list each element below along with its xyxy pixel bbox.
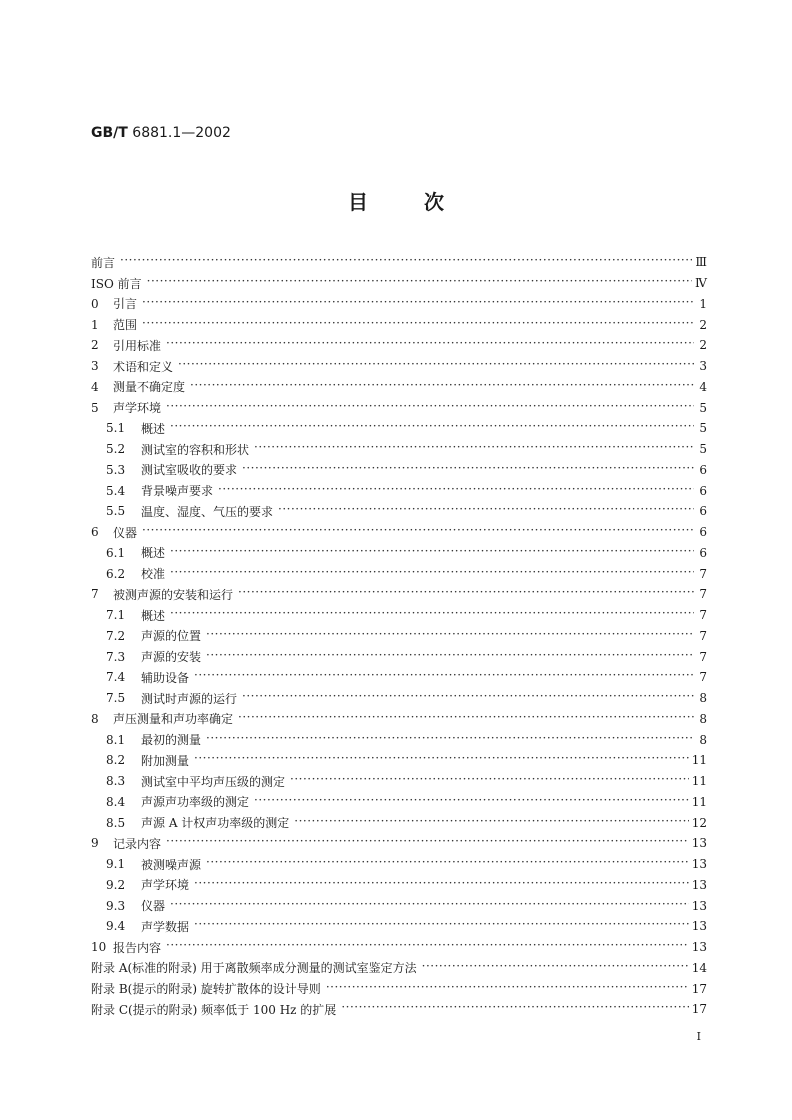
toc-entry-page: 11 (691, 774, 707, 789)
toc-leader-dots (120, 256, 692, 268)
toc-entry[interactable] (91, 646, 707, 667)
toc-entry[interactable] (91, 999, 707, 1020)
toc-entry-label: 声学环境 (141, 878, 190, 893)
toc-leader-dots (294, 817, 688, 829)
toc-entry-page: 7 (699, 649, 707, 664)
toc-entry[interactable] (91, 314, 707, 335)
toc-entry-page: 6 (699, 545, 707, 560)
toc-entry-page: 11 (691, 753, 707, 768)
toc-leader-dots (147, 277, 692, 289)
toc-entry-label: 附录 A(标准的附录) 用于离散频率成分测量的测试室鉴定方法 (91, 961, 417, 976)
toc-entry[interactable] (91, 667, 707, 688)
toc-entry-page: 7 (699, 670, 707, 685)
toc-entry-label: 声学环境 (113, 401, 162, 416)
toc-entry[interactable] (91, 480, 707, 501)
toc-entry-number: 9.3 (106, 898, 126, 913)
toc-leader-dots (341, 1003, 688, 1015)
toc-entry-label: 范围 (113, 318, 138, 333)
page-title (0, 186, 792, 215)
toc-entry-number: 7.3 (106, 649, 126, 664)
toc-leader-dots (206, 858, 689, 870)
toc-entry-label: 附录 C(提示的附录) 频率低于 100 Hz 的扩展 (91, 1002, 337, 1017)
toc-leader-dots (278, 505, 694, 517)
toc-entry-number: 7.2 (106, 628, 126, 643)
toc-entry-label: 概述 (141, 421, 166, 436)
toc-entry-number: 5 (91, 400, 99, 415)
toc-entry-label: 测试时声源的运行 (141, 691, 238, 706)
toc-entry-label: 引用标准 (113, 338, 162, 353)
toc-leader-dots (238, 588, 694, 600)
toc-leader-dots (218, 485, 694, 497)
toc-entry[interactable] (91, 812, 707, 833)
standard-code-prefix: GB/T (91, 125, 128, 141)
toc-entry[interactable] (91, 709, 707, 730)
toc-entry-page: 7 (699, 608, 707, 623)
toc-entry[interactable] (91, 460, 707, 481)
toc-entry[interactable] (91, 854, 707, 875)
toc-entry-page: 8 (699, 732, 707, 747)
toc-leader-dots (194, 671, 694, 683)
toc-entry-page: 12 (691, 815, 707, 830)
toc-leader-dots (142, 319, 694, 331)
toc-entry-number: 6.1 (106, 545, 126, 560)
toc-entry-number: 4 (91, 379, 99, 394)
toc-leader-dots (422, 962, 689, 974)
toc-entry-label: 附加测量 (141, 753, 190, 768)
toc-entry-number: 6.2 (106, 566, 126, 581)
toc-entry-page: 13 (691, 857, 707, 872)
toc-entry-number: 8.4 (106, 794, 126, 809)
toc-entry[interactable] (91, 522, 707, 543)
title-char-1: 目 (348, 190, 368, 214)
toc-entry-number: 8.2 (106, 753, 126, 768)
toc-entry-page: 8 (699, 711, 707, 726)
toc-entry-page: 6 (699, 483, 707, 498)
toc-entry[interactable] (91, 688, 707, 709)
toc-entry-number: 7.4 (106, 670, 126, 685)
toc-entry[interactable] (91, 397, 707, 418)
toc-entry-number: 5.5 (106, 504, 126, 519)
standard-code-number: 6881.1—2002 (132, 125, 231, 141)
toc-entry-page: 5 (699, 400, 707, 415)
toc-leader-dots (254, 443, 694, 455)
toc-entry-page: 13 (691, 877, 707, 892)
toc-entry[interactable] (91, 958, 707, 979)
toc-entry-number: 5.3 (106, 462, 126, 477)
toc-entry-number: 9.2 (106, 877, 126, 892)
toc-leader-dots (178, 360, 694, 372)
toc-entry[interactable] (91, 937, 707, 958)
toc-entry-number: 1 (91, 317, 99, 332)
toc-entry-number: 7.5 (106, 691, 126, 706)
toc-entry-label: ISO 前言 (91, 276, 142, 291)
toc-entry-page: 7 (699, 566, 707, 581)
toc-entry-number: 0 (91, 296, 99, 311)
toc-entry-label: 记录内容 (113, 836, 162, 851)
toc-entry-label: 术语和定义 (113, 359, 174, 374)
toc-leader-dots (254, 796, 689, 808)
toc-leader-dots (326, 983, 689, 995)
toc-entry[interactable] (91, 584, 707, 605)
toc-entry-label: 报告内容 (113, 940, 162, 955)
toc-entry-number: 8.1 (106, 732, 126, 747)
toc-entry-number: 3 (91, 359, 99, 374)
toc-entry[interactable] (91, 626, 707, 647)
toc-entry-page: 7 (699, 587, 707, 602)
toc-entry[interactable] (91, 875, 707, 896)
toc-entry[interactable] (91, 294, 707, 315)
toc-entry-label: 测试室吸收的要求 (141, 463, 238, 478)
toc-entry-label: 声源的位置 (141, 629, 202, 644)
toc-leader-dots (170, 568, 694, 580)
toc-leader-dots (170, 422, 694, 434)
toc-entry-label: 仪器 (141, 899, 166, 914)
toc-entry-page: 13 (691, 919, 707, 934)
toc-entry-label: 前言 (91, 255, 116, 270)
toc-entry-page: 6 (699, 525, 707, 540)
toc-leader-dots (166, 837, 689, 849)
toc-entry-page: 13 (691, 898, 707, 913)
toc-entry[interactable] (91, 916, 707, 937)
toc-leader-dots (206, 651, 694, 663)
toc-entry-label: 最初的测量 (141, 733, 202, 748)
toc-leader-dots (206, 630, 694, 642)
toc-entry-number: 9.4 (106, 919, 126, 934)
toc-entry-number: 5.4 (106, 483, 126, 498)
standard-code (91, 125, 231, 141)
toc-leader-dots (194, 754, 689, 766)
toc-entry-number: 7 (91, 587, 99, 602)
toc-entry-number: 2 (91, 338, 99, 353)
toc-leader-dots (166, 941, 689, 953)
toc-entry-label: 附录 B(提示的附录) 旋转扩散体的设计导则 (91, 982, 321, 997)
toc-entry-page: 7 (699, 628, 707, 643)
toc-entry-page: 13 (691, 836, 707, 851)
toc-leader-dots (166, 339, 694, 351)
toc-entry-page: 17 (691, 1002, 707, 1017)
toc-entry-page: 5 (699, 421, 707, 436)
toc-entry-number: 6 (91, 525, 99, 540)
toc-leader-dots (170, 547, 694, 559)
toc-entry-page: 2 (699, 317, 707, 332)
table-of-contents (91, 252, 707, 1020)
toc-entry-number: 8.3 (106, 774, 126, 789)
toc-entry-number: 8.5 (106, 815, 126, 830)
toc-entry-label: 背景噪声要求 (141, 484, 214, 499)
toc-entry[interactable] (91, 605, 707, 626)
toc-leader-dots (206, 734, 694, 746)
toc-entry-label: 测试室的容积和形状 (141, 442, 250, 457)
toc-leader-dots (170, 900, 689, 912)
toc-leader-dots (190, 381, 694, 393)
toc-entry-label: 声源声功率级的测定 (141, 795, 250, 810)
toc-entry-label: 声学数据 (141, 919, 190, 934)
toc-entry-page: 6 (699, 504, 707, 519)
toc-entry-page: 2 (699, 338, 707, 353)
toc-leader-dots (290, 775, 689, 787)
toc-entry[interactable] (91, 978, 707, 999)
toc-entry[interactable] (91, 771, 707, 792)
toc-leader-dots (142, 526, 694, 538)
toc-leader-dots (166, 402, 694, 414)
toc-entry[interactable] (91, 895, 707, 916)
toc-entry[interactable] (91, 252, 707, 273)
toc-leader-dots (242, 692, 694, 704)
toc-entry[interactable] (91, 335, 707, 356)
toc-entry-label: 仪器 (113, 525, 138, 540)
toc-entry-page: Ⅲ (695, 255, 707, 270)
toc-entry-label: 概述 (141, 608, 166, 623)
toc-entry[interactable] (91, 356, 707, 377)
toc-leader-dots (238, 713, 694, 725)
toc-entry-label: 声压测量和声功率确定 (113, 712, 234, 727)
toc-entry[interactable] (91, 501, 707, 522)
toc-entry-number: 10 (91, 940, 107, 955)
toc-entry-label: 被测声源的安装和运行 (113, 587, 234, 602)
toc-entry-label: 辅助设备 (141, 670, 190, 685)
toc-entry-number: 9 (91, 836, 99, 851)
toc-entry-page: 6 (699, 462, 707, 477)
toc-entry-page: 8 (699, 691, 707, 706)
toc-entry[interactable] (91, 439, 707, 460)
toc-entry-page: 3 (699, 359, 707, 374)
toc-entry-label: 温度、湿度、气压的要求 (141, 504, 274, 519)
toc-entry-label: 测量不确定度 (113, 380, 186, 395)
toc-leader-dots (170, 609, 694, 621)
toc-entry-number: 5.2 (106, 442, 126, 457)
toc-entry[interactable] (91, 273, 707, 294)
toc-entry-page: Ⅳ (695, 276, 707, 291)
toc-entry-page: 11 (691, 794, 707, 809)
toc-entry-label: 引言 (113, 297, 138, 312)
toc-entry-number: 7.1 (106, 608, 126, 623)
toc-entry[interactable] (91, 377, 707, 398)
toc-entry-page: 17 (691, 981, 707, 996)
toc-leader-dots (194, 920, 689, 932)
toc-entry-number: 5.1 (106, 421, 126, 436)
toc-entry-label: 声源的安装 (141, 650, 202, 665)
toc-leader-dots (194, 879, 689, 891)
toc-entry[interactable] (91, 750, 707, 771)
toc-entry-label: 被测噪声源 (141, 857, 202, 872)
toc-entry-label: 概述 (141, 546, 166, 561)
toc-entry-page: 1 (699, 296, 707, 311)
toc-entry[interactable] (91, 543, 707, 564)
toc-entry-number: 8 (91, 711, 99, 726)
toc-entry[interactable] (91, 833, 707, 854)
toc-entry[interactable] (91, 563, 707, 584)
title-char-2: 次 (424, 190, 444, 214)
toc-entry[interactable] (91, 418, 707, 439)
toc-leader-dots (142, 298, 694, 310)
toc-entry-page: 13 (691, 940, 707, 955)
toc-entry-page: 4 (699, 379, 707, 394)
toc-entry-label: 测试室中平均声压级的测定 (141, 774, 286, 789)
page-number: I (696, 1030, 701, 1043)
toc-entry-label: 声源 A 计权声功率级的测定 (141, 816, 290, 831)
toc-entry[interactable] (91, 729, 707, 750)
toc-leader-dots (242, 464, 694, 476)
toc-entry-page: 14 (691, 960, 707, 975)
toc-entry-number: 9.1 (106, 857, 126, 872)
toc-entry-label: 校准 (141, 567, 166, 582)
toc-entry-page: 5 (699, 442, 707, 457)
toc-entry[interactable] (91, 792, 707, 813)
